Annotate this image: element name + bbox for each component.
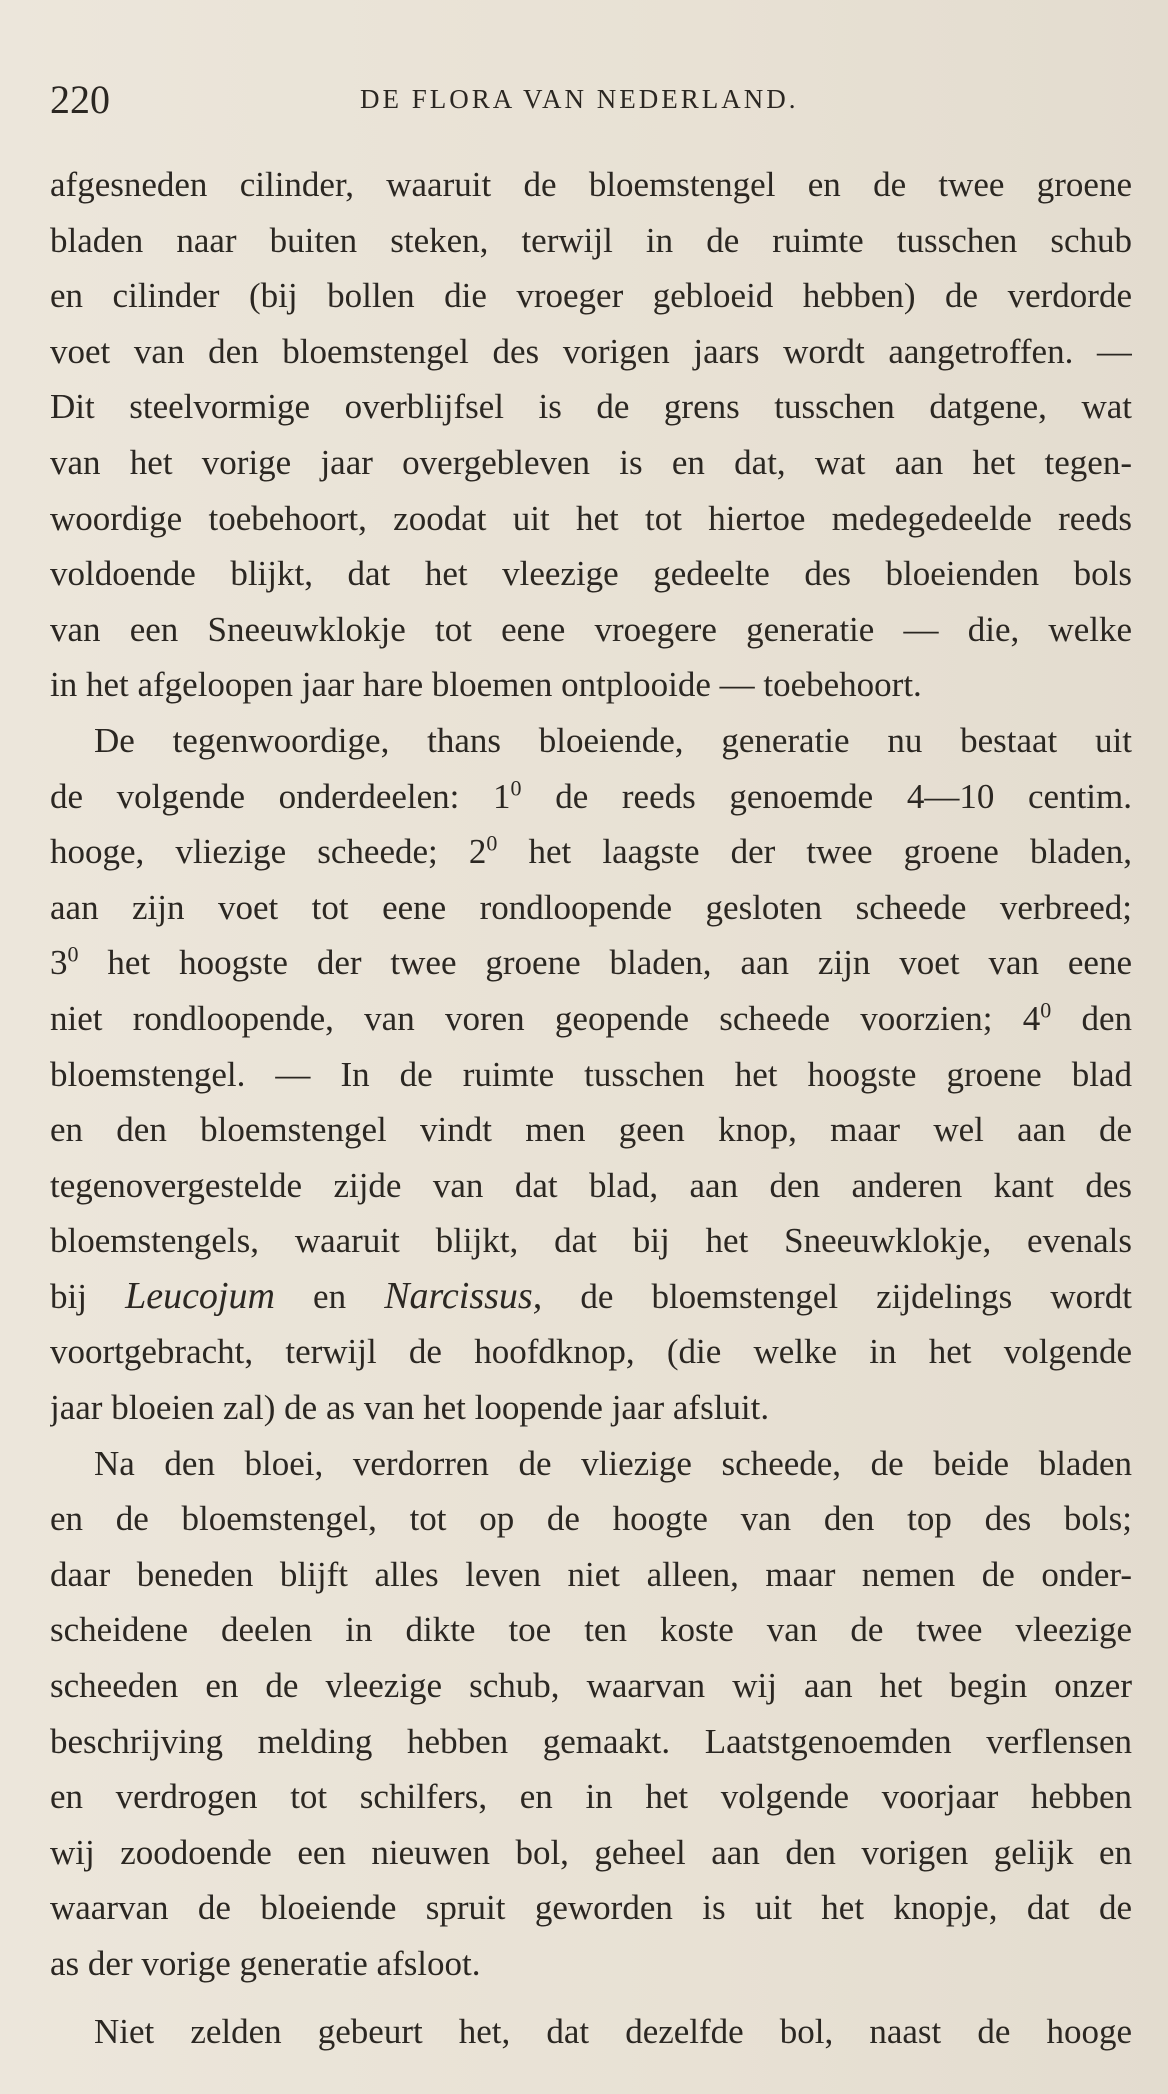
text-line: Na den bloei, verdorren de vliezige scheede, de beide bladen: [94, 1443, 1132, 1483]
text-line: [50, 824, 1132, 880]
text-segment: de reeds genoemde 4—10 centim.: [555, 776, 1132, 816]
text-line: aan zijn voet tot eene rondloopende gesloten scheede verbreed;: [50, 887, 1132, 927]
text-line: wij zoodoende een nieuwen bol, geheel aan den vorigen gelijk en: [50, 1832, 1132, 1872]
text-line: scheidene deelen in dikte toe ten koste van de twee vleezige: [50, 1610, 1132, 1650]
ordinal-mark: 0: [510, 774, 522, 800]
body-text: [50, 157, 1132, 2059]
text-line: Dit steelvormige overblijfsel is de grens tusschen datgene, wat: [50, 387, 1132, 427]
text-line: [50, 769, 1132, 825]
text-line: van een Sneeuwklokje tot eene vroegere generatie — die, welke: [50, 609, 1132, 649]
ordinal-mark: 0: [1040, 997, 1052, 1023]
text-line: waarvan de bloeiende spruit geworden is uit het knopje, dat de: [50, 1888, 1132, 1928]
text-segment: hooge, vliezige scheede; 2: [50, 832, 487, 872]
text-line: afgesneden cilinder, waaruit de bloemstengel en de twee groene: [50, 165, 1132, 204]
text-segment: het laagste der twee groene bladen,: [528, 832, 1132, 872]
text-line: tegenovergestelde zijde van dat blad, aan den anderen kant des: [50, 1165, 1132, 1205]
ordinal-mark: 0: [486, 830, 498, 856]
running-head: [50, 76, 1130, 126]
text-line: bladen naar buiten steken, terwijl in de ruimte tusschen schub: [50, 220, 1132, 260]
text-line: en den bloemstengel vindt men geen knop, maar wel aan de: [50, 1110, 1132, 1150]
text-line: De tegenwoordige, thans bloeiende, generatie nu bestaat uit: [94, 720, 1132, 760]
genus-name: Leucojum: [125, 1274, 275, 1317]
text-line: van het vorige jaar overgebleven is en dat, wat aan het tegen-: [50, 442, 1132, 482]
text-segment: het hoogste der twee groene bladen, aan zijn voet van eene: [107, 943, 1132, 983]
text-line: voldoende blijkt, dat het vleezige gedeelte des bloeienden bols: [50, 554, 1132, 594]
text-line: [50, 991, 1132, 1047]
text-line: scheeden en de vleezige schub, waarvan wij aan het begin onzer: [50, 1666, 1132, 1706]
text-line: en cilinder (bij bollen die vroeger gebloeid hebben) de verdorde: [50, 276, 1132, 316]
text-line: bloemstengels, waaruit blijkt, dat bij het Sneeuwklokje, evenals: [50, 1221, 1132, 1261]
text-segment: bij: [50, 1276, 87, 1316]
text-line: in het afgeloopen jaar hare bloemen ontplooide — toebehoort.: [50, 665, 922, 705]
text-segment: den: [1081, 998, 1132, 1038]
page-number: 220: [50, 77, 110, 122]
text-line: jaar bloeien zal) de as van het loopende jaar afsluit.: [50, 1388, 770, 1428]
genus-name: Narcissus,: [384, 1274, 543, 1317]
text-line: woordige toebehoort, zoodat uit het tot hiertoe medegedeelde reeds: [50, 498, 1132, 538]
text-line: voortgebracht, terwijl de hoofdknop, (die welke in het volgende: [50, 1332, 1132, 1372]
text-line: daar beneden blijft alles leven niet alleen, maar nemen de onder-: [50, 1554, 1132, 1594]
text-line: en verdrogen tot schilfers, en in het volgende voorjaar hebben: [50, 1777, 1132, 1817]
text-segment: niet rondloopende, van voren geopende scheede voorzien; 4: [50, 998, 1041, 1038]
text-line: Niet zelden gebeurt het, dat dezelfde bol, naast de hooge: [94, 2011, 1132, 2051]
text-line: [50, 935, 1132, 991]
text-segment: en: [313, 1276, 347, 1316]
text-line: as der vorige generatie afsloot.: [50, 1944, 481, 1983]
running-title: DE FLORA VAN NEDERLAND.: [360, 84, 799, 114]
text-segment: 3: [50, 943, 68, 983]
text-segment: de bloemstengel zijdelings wordt: [580, 1276, 1132, 1316]
text-line: en de bloemstengel, tot op de hoogte van den top des bols;: [50, 1499, 1132, 1539]
text-line: voet van den bloemstengel des vorigen jaars wordt aangetroffen. —: [50, 331, 1132, 371]
text-line: bloemstengel. — In de ruimte tusschen het hoogste groene blad: [50, 1054, 1132, 1094]
text-segment: de volgende onderdeelen: 1: [50, 776, 511, 816]
ordinal-mark: 0: [67, 941, 79, 967]
text-line: [50, 1269, 1132, 1325]
text-line: beschrijving melding hebben gemaakt. Laatstgenoemden verflensen: [50, 1721, 1132, 1761]
paragraph-gap: [50, 1992, 1132, 2004]
